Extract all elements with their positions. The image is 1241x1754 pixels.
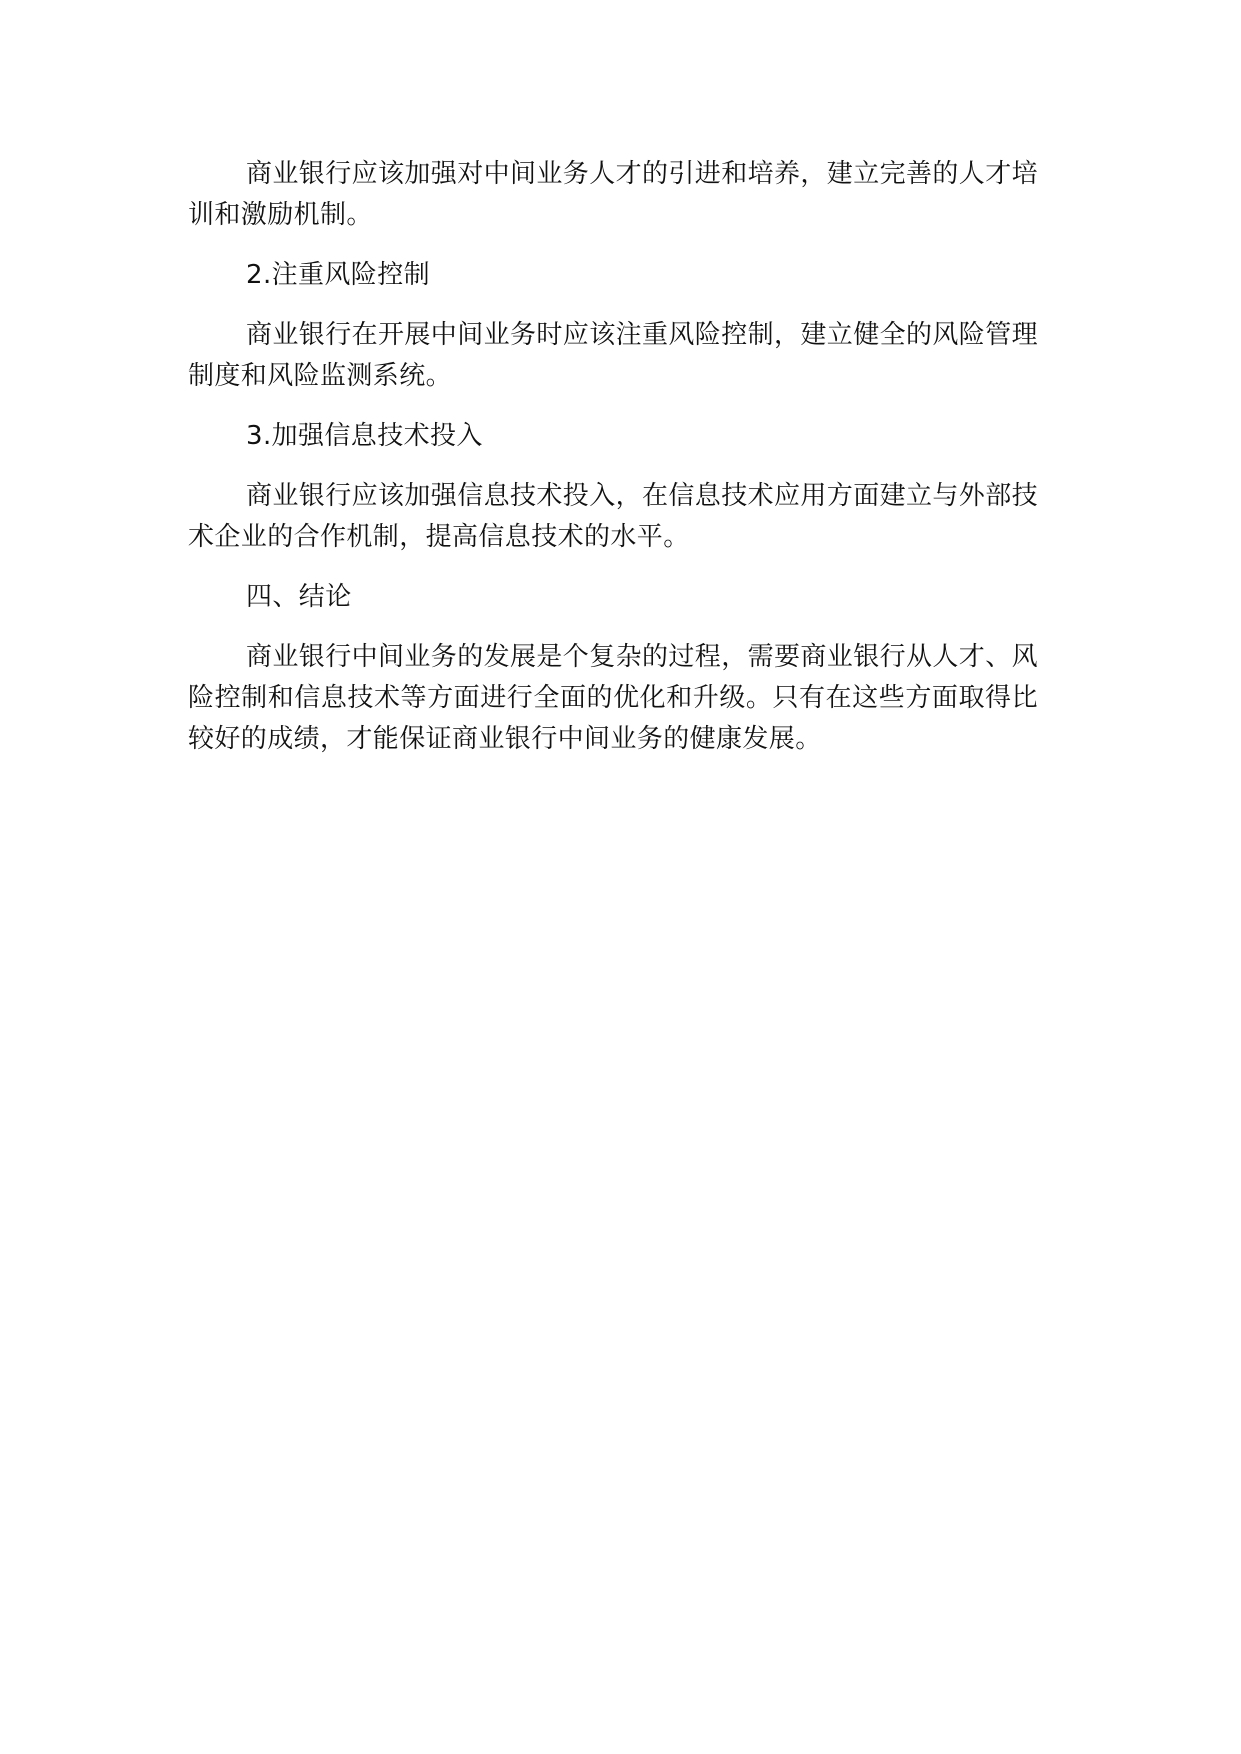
paragraph-it-investment: 商业银行应该加强信息技术投入，在信息技术应用方面建立与外部技术企业的合作机制，提高信息技术的水平。 <box>188 481 1039 552</box>
paragraph-risk-control: 商业银行在开展中间业务时应该注重风险控制，建立健全的风险管理制度和风险监测系统。 <box>188 320 1039 391</box>
section-heading-it-investment: 3.加强信息技术投入 <box>246 421 483 451</box>
paragraph-talent-training: 商业银行应该加强对中间业务人才的引进和培养，建立完善的人才培训和激励机制。 <box>188 159 1039 230</box>
document-body <box>188 154 1038 779</box>
paragraph-conclusion: 商业银行中间业务的发展是个复杂的过程，需要商业银行从人才、风险控制和信息技术等方面进行全面的优化和升级。只有在这些方面取得比较好的成绩，才能保证商业银行中间业务的健康发展。 <box>188 642 1039 754</box>
section-heading-conclusion: 四、结论 <box>246 582 352 612</box>
section-heading-risk-control: 2.注重风险控制 <box>246 260 431 290</box>
